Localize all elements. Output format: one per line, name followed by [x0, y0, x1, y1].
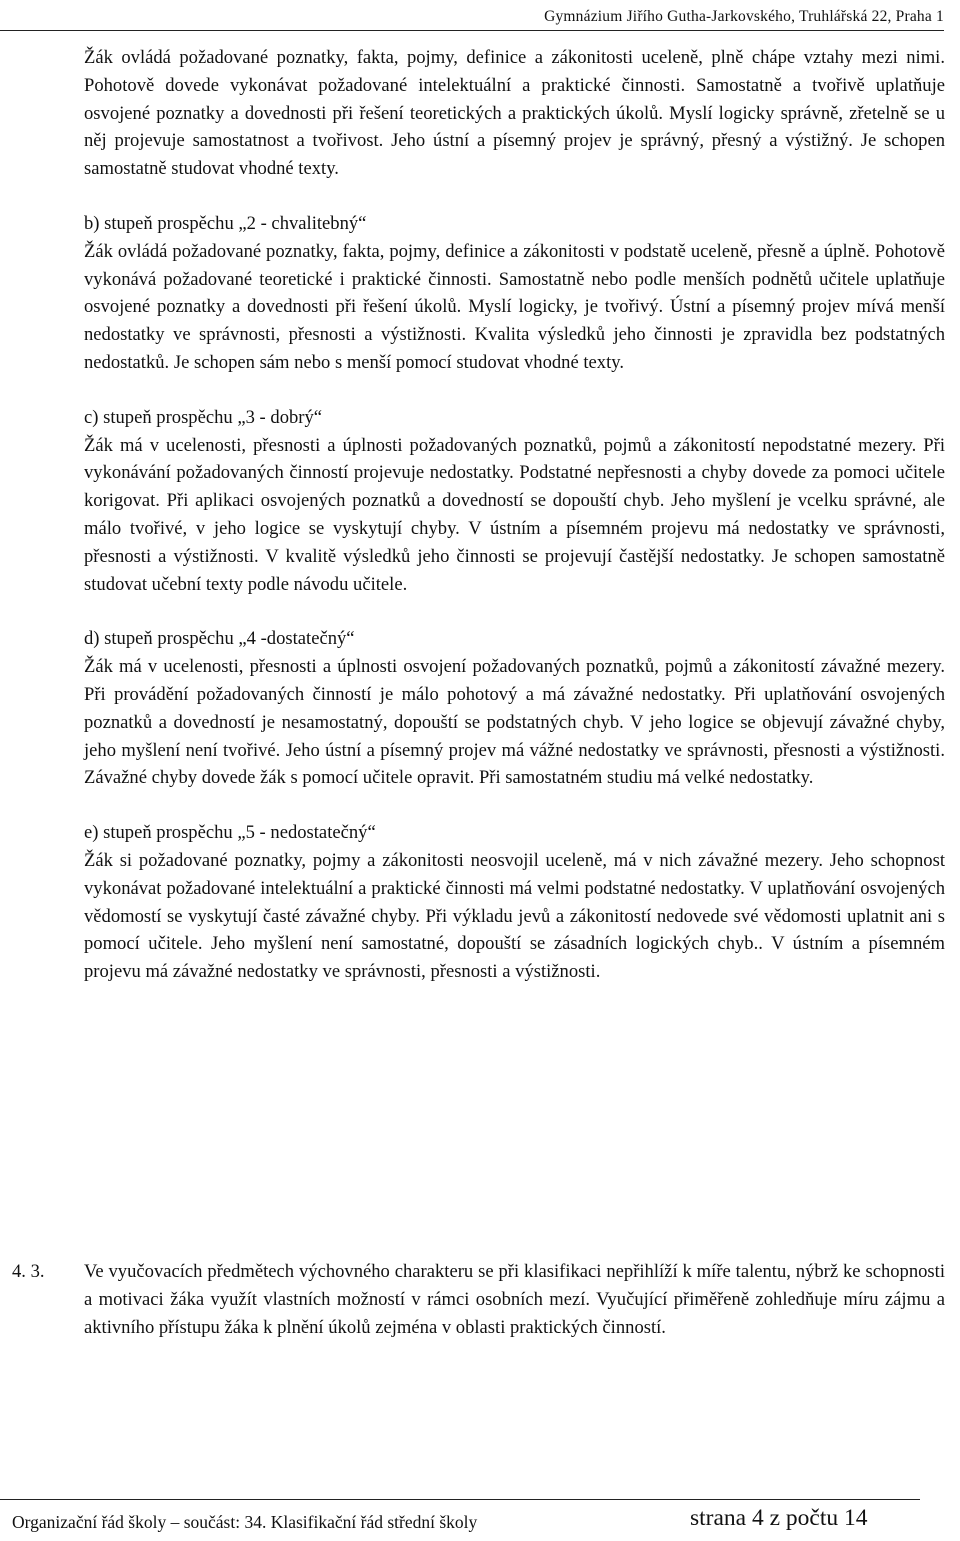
grade-title: b) stupeň prospěchu „2 - chvalitebný“: [84, 212, 367, 234]
grade-description: Žák má v ucelenosti, přesnosti a úplnosti osvojení požadovaných poznatků, pojmů a zákonitostí závažné mezery. Při provádění požadovaných činností je málo pohotový a má závažné nedostatky. Při uplatňování osvojených poznatků a dovedností je nesamostatný, dopouští se podstatných chyb. V jeho logice se objevují závažné chyby, jeho myšlení není tvořivé. Jeho ústní a písemný projev má vážné nedostatky ve správnosti, přesnosti a výstižnosti. Závažné chyby dovede žák s pomocí učitele opravit. Při samostatném studiu má velké nedostatky.: [84, 656, 945, 789]
page-header: [0, 4, 944, 31]
grade-description: Žák má v ucelenosti, přesnosti a úplnosti požadovaných poznatků, pojmů a zákonitostí nepodstatné mezery. Při vykonávání požadovaných činností projevuje nedostatky. Podstatné nepřesnosti a chyby dovede za pomoci učitele korigovat. Při aplikaci osvojených poznatků a dovedností se dopouští chyb. Jeho myšlení je vcelku správné, ale málo tvořivé, v jeho logice se vyskytují chyby. V ústním a písemném projevu má nedostatky ve správnosti, přesnosti a výstižnosti. V kvalitě výsledků jeho činnosti se projevují častější nedostatky. Je schopen samostatně studovat učební texty podle návodu učitele.: [84, 434, 945, 595]
grade-title: c) stupeň prospěchu „3 - dobrý“: [84, 406, 323, 428]
footer-document-title: Organizační řád školy – součást: 34. Klasifikační řád střední školy: [12, 1512, 478, 1532]
grade-description: Žák ovládá požadované poznatky, fakta, pojmy, definice a zákonitosti v podstatě uceleně, přesně a úplně. Pohotově vykonává požadované teoretické i praktické činnosti. Samostatně nebo podle menších podnětů učitele uplatňuje osvojené poznatky a dovednosti při řešení úkolů. Myslí logicky, je tvořivý. Ústní a písemný projev mívá menší nedostatky ve správnosti, přesnosti a výstižnosti. Kvalita výsledků jeho činnosti je zpravidla bez podstatných nedostatků. Je schopen sám nebo s menší pomocí studovat vhodné texty.: [84, 240, 945, 373]
page-footer: [0, 1499, 920, 1540]
header-school-name: Gymnázium Jiřího Gutha-Jarkovského, Truhlářská 22, Praha 1: [544, 8, 944, 25]
grade-block-5: [84, 819, 945, 986]
section-text: Ve vyučovacích předmětech výchovného charakteru se při klasifikaci nepřihlíží k míře talentu, nýbrž ke schopnosti a motivaci žáka využít vlastních možností v rámci osobních mezí. Vyučující přiměřeně zohledňuje míru zájmu a aktivního přístupu žáka k plnění úkolů zejména v oblasti praktických činností.: [84, 1261, 945, 1338]
footer-page-number: strana 4 z počtu 14: [690, 1505, 868, 1531]
section-4-3: [0, 1258, 945, 1341]
grade-block-4: [84, 625, 945, 792]
grade-block-3: [84, 404, 945, 599]
grade-block-2: [84, 210, 945, 377]
grade-title: d) stupeň prospěchu „4 -dostatečný“: [84, 628, 355, 650]
grade-title: e) stupeň prospěchu „5 - nedostatečný“: [84, 822, 376, 844]
intro-paragraph: Žák ovládá požadované poznatky, fakta, pojmy, definice a zákonitosti uceleně, plně chápe vztahy mezi nimi. Pohotově dovede vykonávat požadované intelektuální a praktické činnosti. Samostatně a tvořivě uplatňuje osvojené poznatky a dovednosti při řešení teoretických a praktických úkolů. Myslí logicky správně, zřetelně se u něj projevuje samostatnost a tvořivost. Jeho ústní a písemný projev je správný, přesný a výstižný. Je schopen samostatně studovat vhodné texty.: [84, 47, 945, 180]
section-number: 4. 3.: [12, 1261, 45, 1282]
grade-description: Žák si požadované poznatky, pojmy a zákonitosti neosvojil uceleně, má v nich závažné mezery. Jeho schopnost vykonávat požadované intelektuální a praktické činnosti má velmi podstatné nedostatky. V uplatňování osvojených vědomostí se vyskytují časté závažné chyby. Při výkladu jevů a zákonitostí nedovede své vědomosti uplatnit ani s pomocí učitele. Jeho myšlení není samostatné, dopouští se zásadních logických chyb.. V ústním a písemném projevu má závažné nedostatky ve správnosti, přesnosti a výstižnosti.: [84, 849, 945, 983]
main-content: [84, 44, 945, 986]
